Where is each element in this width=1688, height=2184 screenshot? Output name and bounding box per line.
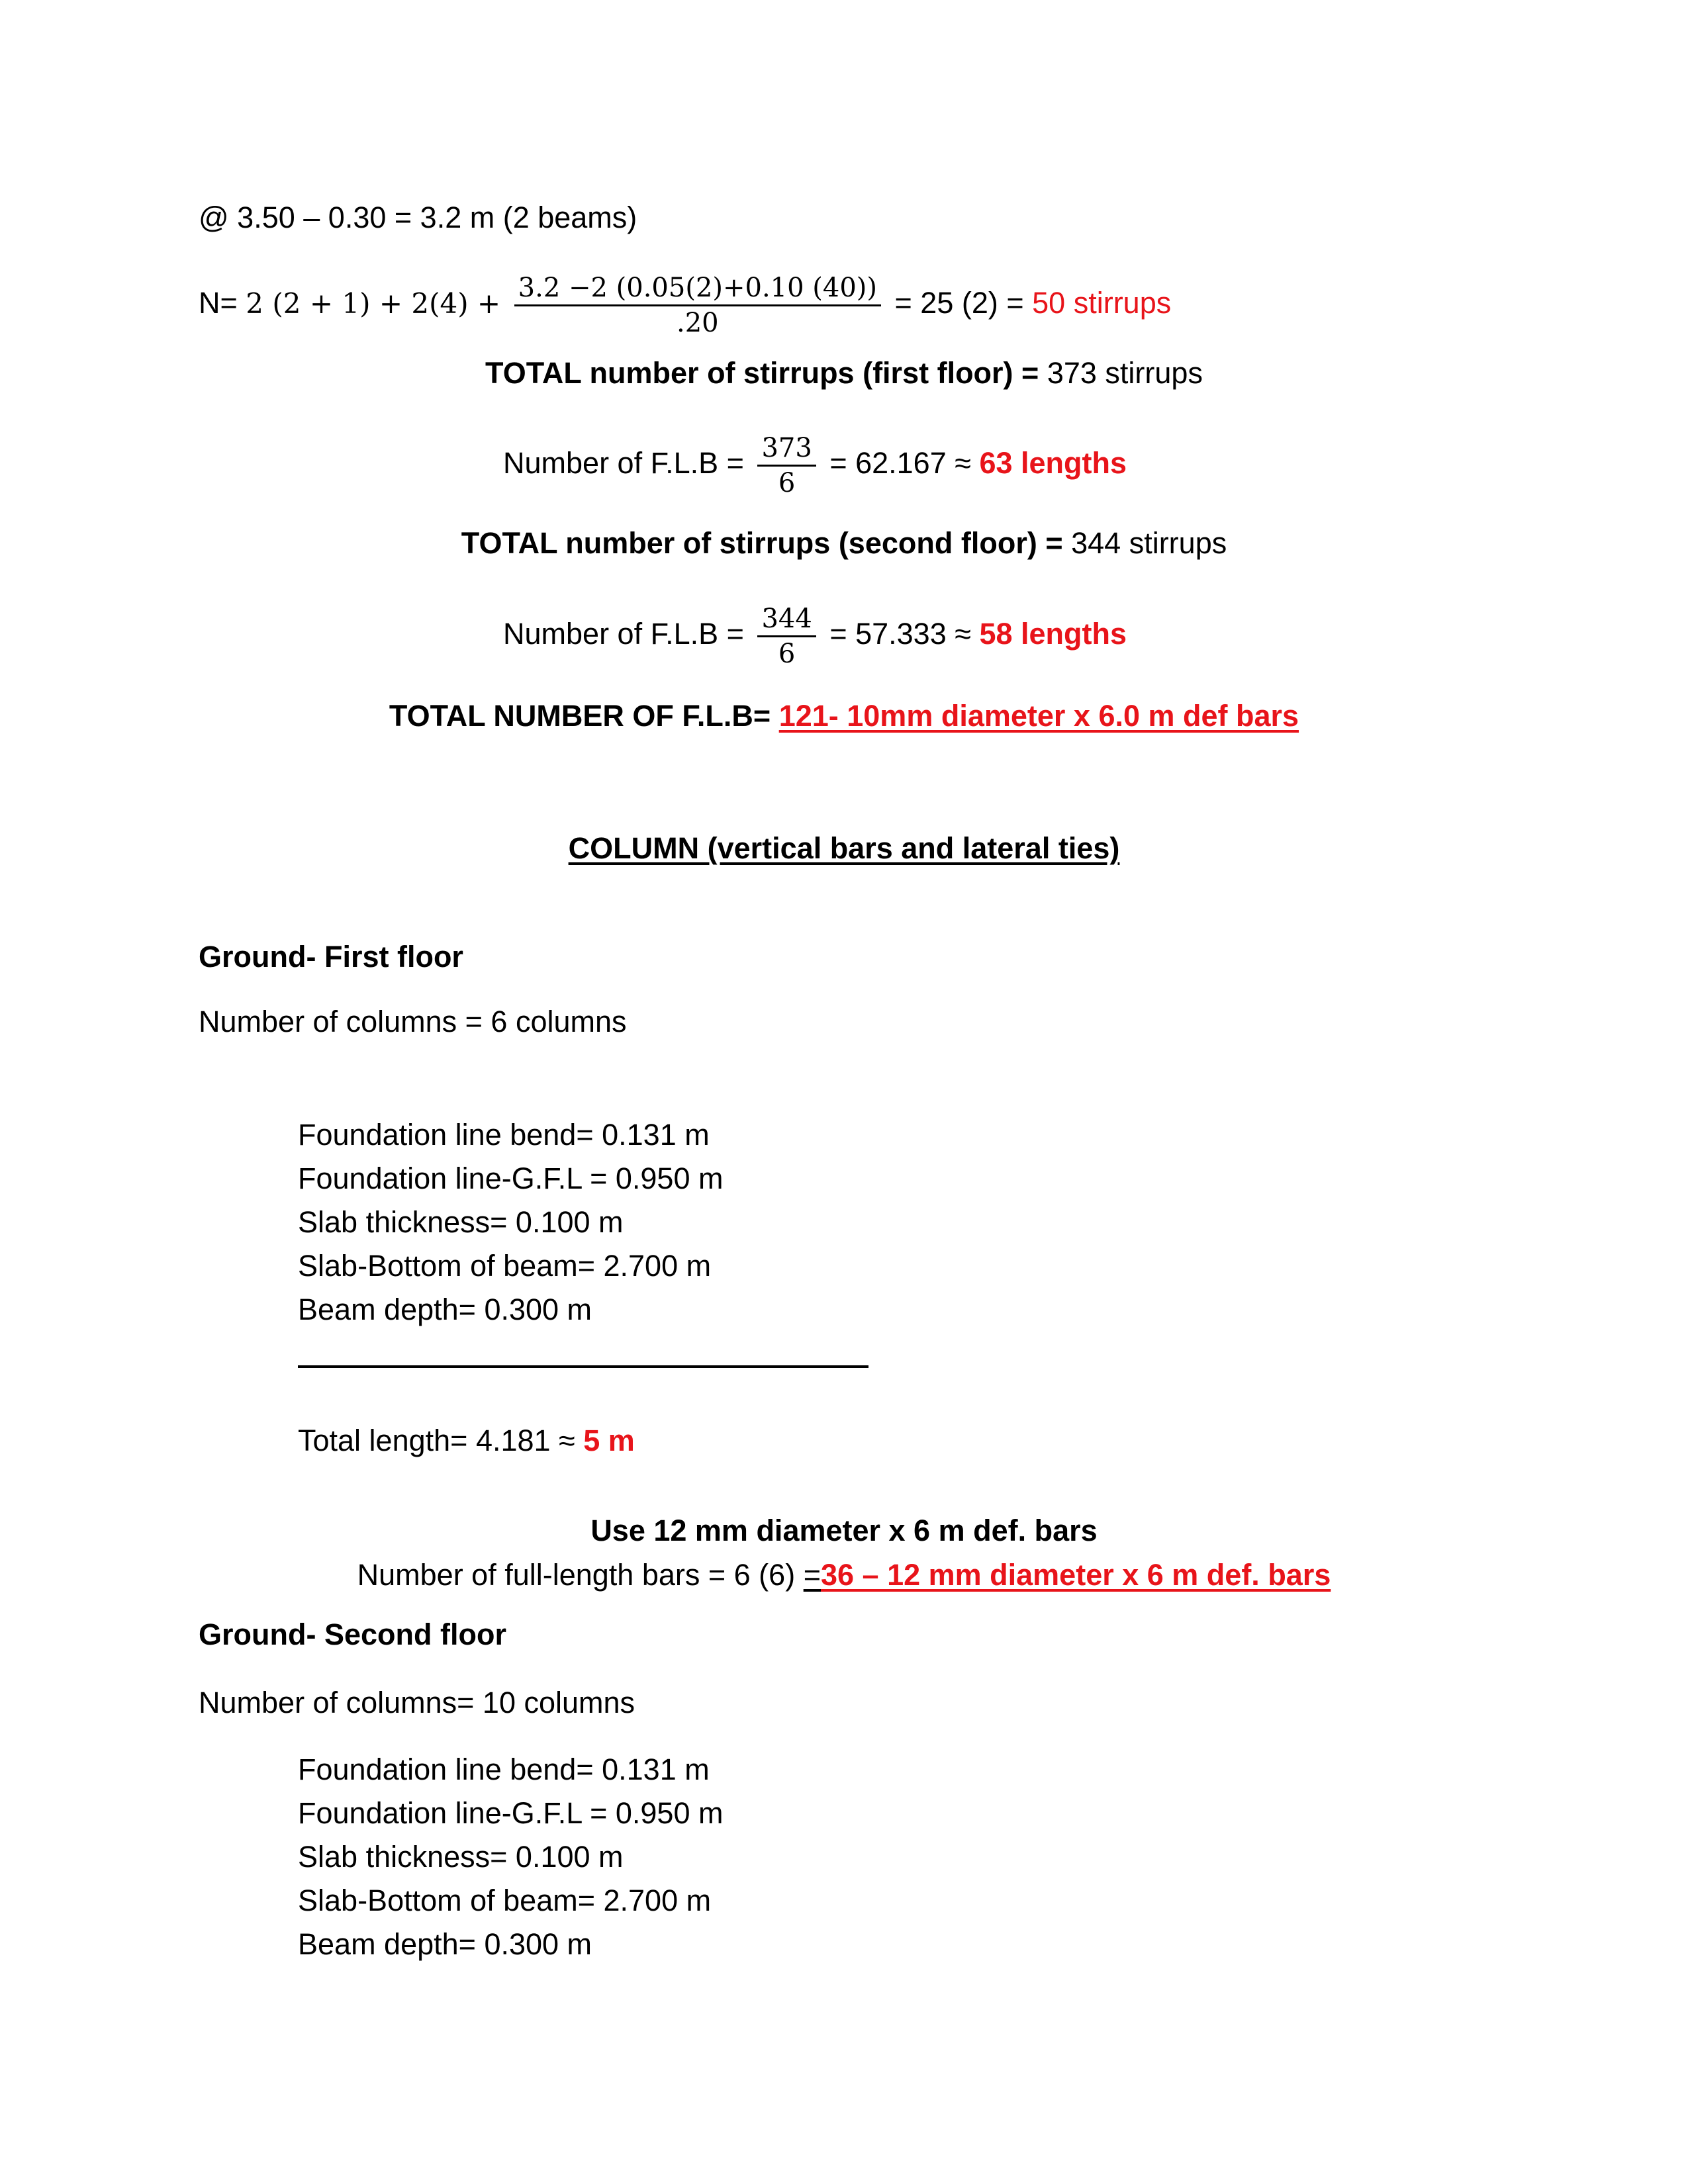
flb-second-label: Number of F.L.B =	[503, 617, 744, 651]
flb-second-floor	[503, 598, 1127, 670]
list-item: Foundation line-G.F.L = 0.950 m	[298, 1161, 724, 1195]
sum-divider-line	[298, 1365, 868, 1368]
formula-fraction	[514, 271, 881, 340]
total-second-label: TOTAL number of stirrups (second floor) =	[461, 526, 1063, 560]
flb-first-result: 63 lengths	[979, 446, 1127, 480]
flb-second-equals: = 57.333 ≈	[829, 617, 971, 651]
ground-second-columns: Number of columns= 10 columns	[199, 1686, 635, 1719]
total-flb	[0, 698, 1688, 735]
total-flb-label: TOTAL NUMBER OF F.L.B=	[389, 699, 771, 733]
use-bars-line: Use 12 mm diameter x 6 m def. bars	[590, 1514, 1098, 1547]
list-item: Beam depth= 0.300 m	[298, 1927, 592, 1961]
flb-first-label: Number of F.L.B =	[503, 446, 744, 480]
flb-first-numerator: 373	[757, 432, 816, 467]
flb-first-floor	[503, 427, 1127, 500]
column-heading-text: COLUMN (vertical bars and lateral ties)	[568, 831, 1120, 865]
ground-first-columns: Number of columns = 6 columns	[199, 1005, 627, 1038]
total-length-label: Total length= 4.181 ≈	[298, 1424, 575, 1457]
flb-first-fraction	[757, 432, 816, 500]
formula-denominator: .20	[677, 307, 719, 338]
formula-numerator: 3.2 −2 (0.05(2)+0.10 (40))	[514, 271, 881, 306]
flb-second-denominator: 6	[778, 638, 796, 669]
beam-span-line: @ 3.50 – 0.30 = 3.2 m (2 beams)	[199, 201, 637, 234]
total-flb-value: 121- 10mm diameter x 6.0 m def bars	[778, 699, 1299, 733]
flb-first-denominator: 6	[778, 467, 796, 498]
flb-second-numerator: 344	[757, 602, 816, 637]
list-item: Slab thickness= 0.100 m	[298, 1205, 624, 1239]
flb-first-equals: = 62.167 ≈	[829, 446, 971, 480]
total-length-value: 5 m	[583, 1424, 635, 1457]
full-length-equals: =	[803, 1558, 821, 1592]
flb-second-result: 58 lengths	[979, 617, 1127, 651]
total-first-label: TOTAL number of stirrups (first floor) =	[485, 356, 1039, 390]
ground-second-heading: Ground- Second floor	[199, 1617, 506, 1651]
ground-second-items	[298, 1748, 723, 1966]
list-item: Slab-Bottom of beam= 2.700 m	[298, 1884, 712, 1917]
ground-first-items	[298, 1113, 723, 1332]
list-item: Foundation line bend= 0.131 m	[298, 1118, 710, 1152]
list-item: Foundation line bend= 0.131 m	[298, 1752, 710, 1786]
formula-terms: 2 (2 + 1) + 2(4) +	[246, 287, 501, 320]
stirrup-count-formula	[199, 267, 1171, 340]
formula-result: 50 stirrups	[1032, 286, 1172, 320]
formula-equals: = 25 (2) =	[894, 286, 1024, 320]
flb-second-fraction	[757, 602, 816, 670]
formula-prefix: N=	[199, 286, 238, 320]
full-length-label: Number of full-length bars = 6 (6)	[357, 1558, 796, 1592]
full-length-value: 36 – 12 mm diameter x 6 m def. bars	[820, 1558, 1331, 1592]
list-item: Slab thickness= 0.100 m	[298, 1840, 624, 1874]
total-second-value: 344 stirrups	[1071, 526, 1227, 560]
full-length-bars-line	[0, 1557, 1688, 1594]
list-item: Slab-Bottom of beam= 2.700 m	[298, 1249, 712, 1283]
total-stirrups-second-floor	[0, 525, 1688, 562]
ground-first-heading: Ground- First floor	[199, 940, 463, 974]
list-item: Foundation line-G.F.L = 0.950 m	[298, 1796, 724, 1830]
total-stirrups-first-floor	[0, 355, 1688, 392]
total-first-value: 373 stirrups	[1047, 356, 1203, 390]
ground-first-total-length	[298, 1422, 635, 1459]
list-item: Beam depth= 0.300 m	[298, 1293, 592, 1326]
column-section-heading	[0, 830, 1688, 867]
